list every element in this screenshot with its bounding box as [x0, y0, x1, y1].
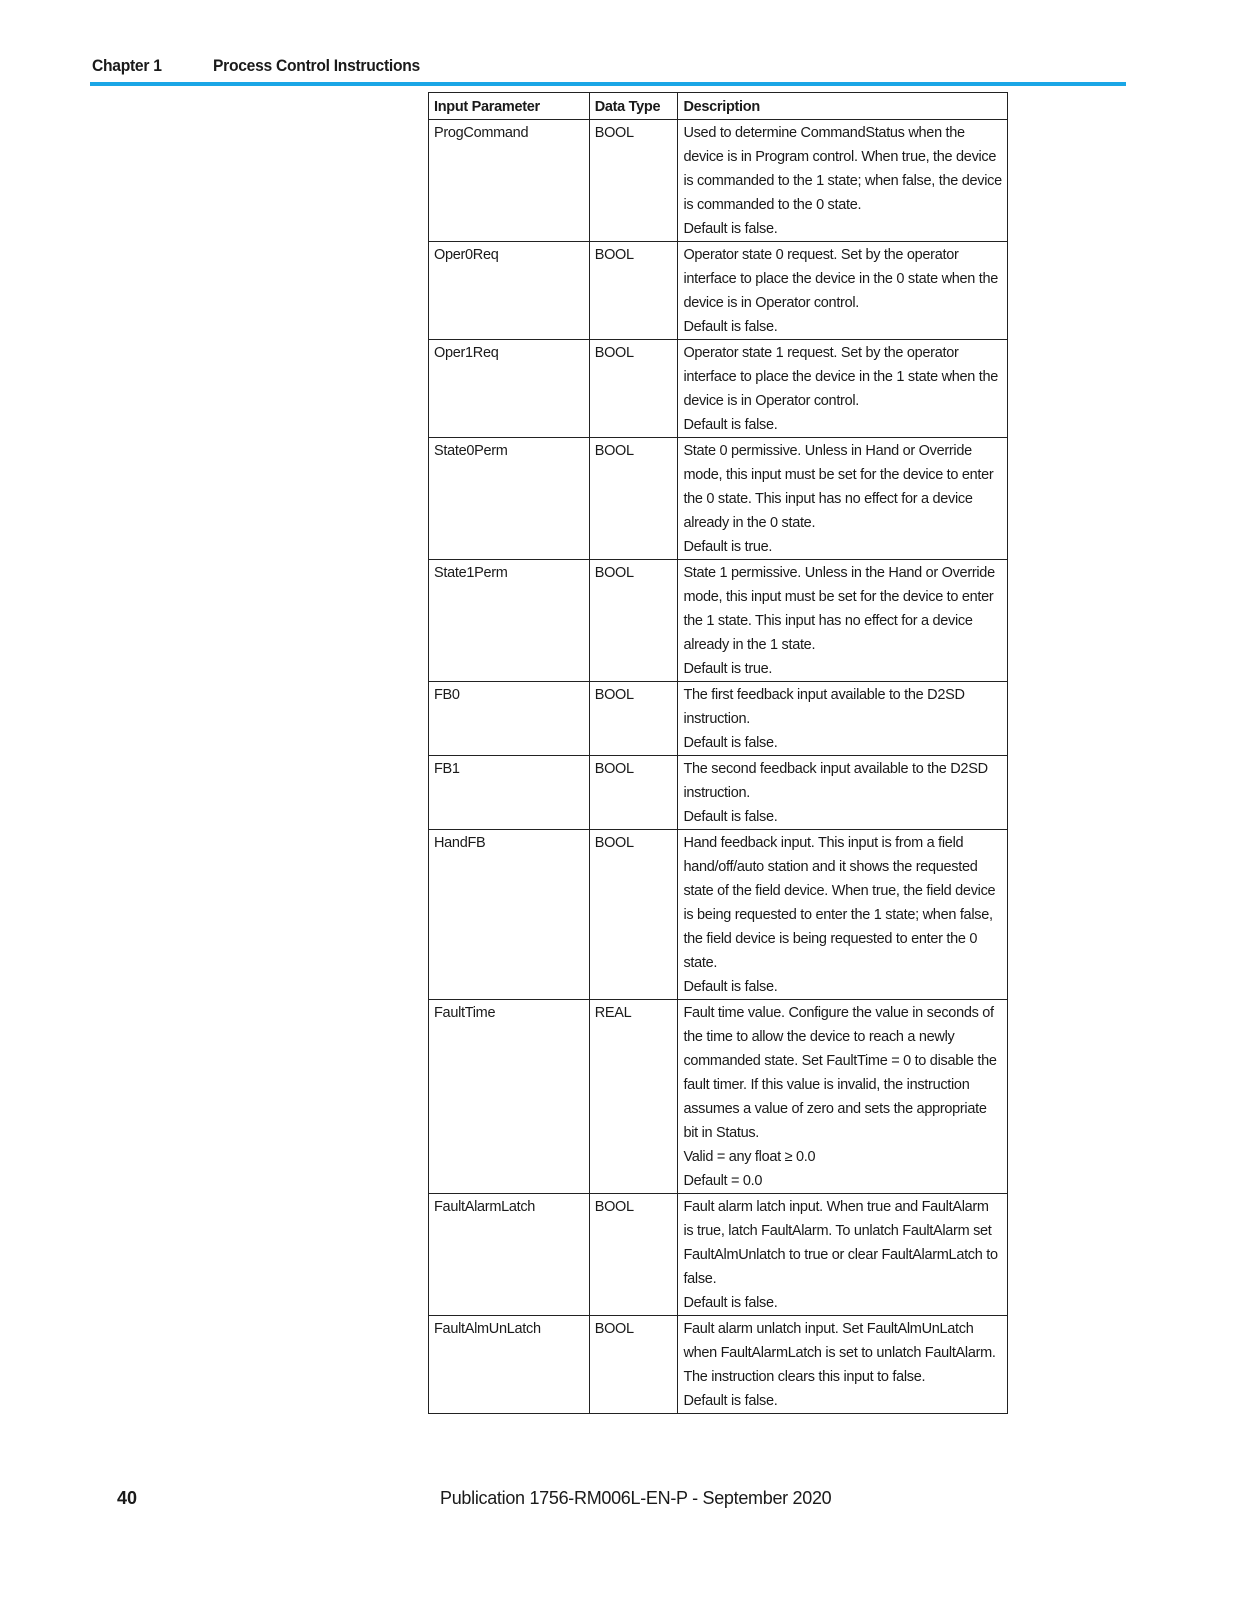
data-type: BOOL [589, 560, 678, 682]
table-row [429, 340, 1008, 438]
description-cell [678, 242, 1008, 340]
description-cell [678, 756, 1008, 830]
description-text: The second feedback input available to the D2SD instruction. [683, 761, 988, 801]
description-text: State 1 permissive. Unless in the Hand or Override mode, this input must be set for the device to enter the 1 state. This input has no effect for a device already in the 1 state. [683, 565, 995, 653]
param-name: HandFB [429, 830, 590, 1000]
table-row [429, 438, 1008, 560]
description-text: Operator state 0 request. Set by the operator interface to place the device in the 0 state when the device is in Operator control. [683, 247, 999, 311]
param-name: Oper0Req [429, 242, 590, 340]
param-name: Oper1Req [429, 340, 590, 438]
description-text: Used to determine CommandStatus when the device is in Program control. When true, the device is commanded to the 1 state; when false, the device is commanded to the 0 state. [683, 125, 1002, 213]
default-text: Default is false. [683, 319, 778, 335]
header-rule [90, 82, 1126, 86]
param-name: State1Perm [429, 560, 590, 682]
data-type: BOOL [589, 830, 678, 1000]
description-cell [678, 120, 1008, 242]
column-header-input-parameter: Input Parameter [429, 93, 590, 120]
default-text: Default is false. [683, 1393, 778, 1409]
table-row [429, 1316, 1008, 1414]
data-type: BOOL [589, 1316, 678, 1414]
default-text: Default is false. [683, 417, 778, 433]
description-cell [678, 340, 1008, 438]
table-row [429, 682, 1008, 756]
default-text: Default is false. [683, 1295, 778, 1311]
description-text: The first feedback input available to the D2SD instruction. [683, 687, 965, 727]
table-row [429, 756, 1008, 830]
data-type: BOOL [589, 1194, 678, 1316]
default-text: Default is true. [683, 539, 773, 555]
description-cell [678, 1316, 1008, 1414]
column-header-description: Description [678, 93, 1008, 120]
page-header [92, 56, 1126, 86]
description-cell [678, 438, 1008, 560]
param-name: FB1 [429, 756, 590, 830]
default-text: Default is false. [683, 221, 778, 237]
default-text: Default is false. [683, 735, 778, 751]
input-parameter-table [428, 92, 1008, 1414]
chapter-label: Chapter 1 [92, 56, 162, 75]
description-text: Hand feedback input. This input is from a field hand/off/auto station and it shows the requested state of the field device. When true, the field device is being requested to enter the 1 state; when false, the field device is being requested to enter the 0 state. [683, 835, 996, 971]
page-number: 40 [117, 1488, 138, 1508]
data-type: REAL [589, 1000, 678, 1194]
default-text: Default is false. [683, 979, 778, 995]
data-type: BOOL [589, 756, 678, 830]
description-text: State 0 permissive. Unless in Hand or Override mode, this input must be set for the device to enter the 0 state. This input has no effect for a device already in the 0 state. [683, 443, 994, 531]
description-text: Fault alarm latch input. When true and FaultAlarm is true, latch FaultAlarm. To unlatch FaultAlarm set FaultAlmUnlatch to true or clear FaultAlarmLatch to false. [683, 1199, 998, 1287]
table-row [429, 560, 1008, 682]
description-text: Fault alarm unlatch input. Set FaultAlmUnLatch when FaultAlarmLatch is set to unlatch FaultAlarm. The instruction clears this input to false. [683, 1321, 996, 1385]
data-type: BOOL [589, 120, 678, 242]
description-cell [678, 1000, 1008, 1194]
description-text: Fault time value. Configure the value in seconds of the time to allow the device to reach a newly commanded state. Set FaultTime = 0 to disable the fault timer. If this value is invalid, the instruction assumes a value of zero and sets the appropriate bit in Status. [683, 1005, 997, 1141]
description-text: Operator state 1 request. Set by the operator interface to place the device in the 1 state when the device is in Operator control. [683, 345, 999, 409]
param-name: ProgCommand [429, 120, 590, 242]
default-text: Default is false. [683, 809, 778, 825]
valid-range-text: Valid = any float ≥ 0.0 [683, 1149, 816, 1165]
param-name: FaultAlarmLatch [429, 1194, 590, 1316]
table-header-row [429, 93, 1008, 120]
description-cell [678, 1194, 1008, 1316]
table-row [429, 120, 1008, 242]
description-cell [678, 830, 1008, 1000]
table-row [429, 1194, 1008, 1316]
data-type: BOOL [589, 438, 678, 560]
column-header-data-type: Data Type [589, 93, 678, 120]
table-row [429, 242, 1008, 340]
table-row [429, 830, 1008, 1000]
default-text: Default is true. [683, 661, 773, 677]
param-name: State0Perm [429, 438, 590, 560]
param-name: FaultTime [429, 1000, 590, 1194]
table-row [429, 1000, 1008, 1194]
default-text: Default = 0.0 [683, 1173, 763, 1189]
data-type: BOOL [589, 340, 678, 438]
data-type: BOOL [589, 682, 678, 756]
chapter-title: Process Control Instructions [213, 56, 420, 75]
param-name: FaultAlmUnLatch [429, 1316, 590, 1414]
publication-info: Publication 1756-RM006L-EN-P - September 2020 [440, 1488, 832, 1508]
description-cell [678, 560, 1008, 682]
description-cell [678, 682, 1008, 756]
data-type: BOOL [589, 242, 678, 340]
param-name: FB0 [429, 682, 590, 756]
